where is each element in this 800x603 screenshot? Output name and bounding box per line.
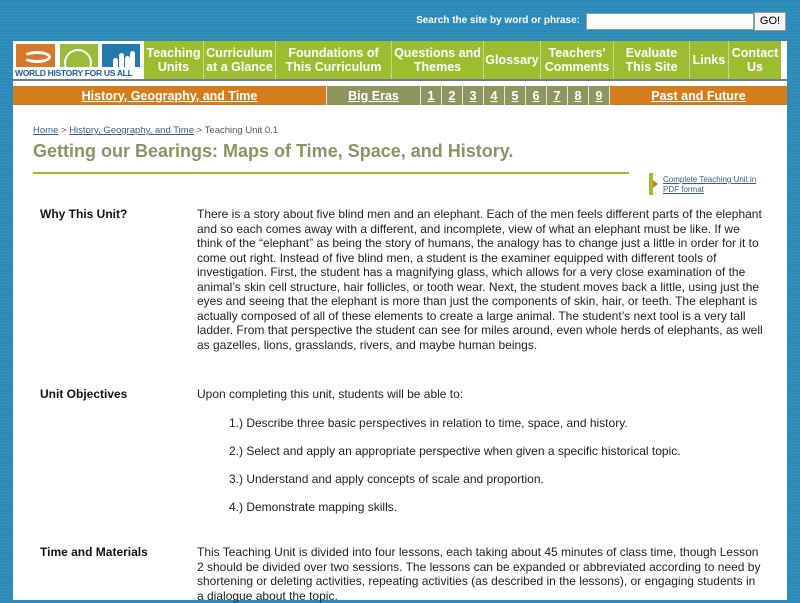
site-logo[interactable]	[13, 41, 144, 79]
logo-text: WORLD HISTORY FOR US ALL	[15, 68, 133, 78]
nav-foundations[interactable]: Foundations of This Curriculum	[276, 41, 392, 79]
breadcrumb-current: Teaching Unit 0.1	[204, 125, 279, 136]
breadcrumb-section[interactable]: History, Geography, and Time	[69, 125, 194, 136]
pdf-download-link[interactable]: Complete Teaching Unit in PDF format	[663, 175, 757, 194]
era-big-eras[interactable]: Big Eras	[327, 86, 421, 105]
era-4[interactable]: 4	[484, 86, 505, 105]
nav-glossary[interactable]: Glossary	[484, 41, 541, 79]
era-history-geography-time[interactable]: History, Geography, and Time	[13, 86, 327, 105]
page-container	[13, 41, 787, 603]
era-1[interactable]: 1	[421, 86, 442, 105]
unit-objectives-intro: Upon completing this unit, students will be able to:	[197, 387, 464, 401]
time-materials-text: This Teaching Unit is divided into four lessons, each taking about 45 minutes of class time, though Lesson 2 should be divided over two sessions. The lessons can be expanded or abbreviated according to need by shortening or deleting activities, repeating activities (as described in the lessons), or engaging students in a dialogue about the topic.	[197, 545, 761, 603]
era-3[interactable]: 3	[463, 86, 484, 105]
nav-contact-us[interactable]: Contact Us	[729, 41, 781, 79]
breadcrumb-home[interactable]: Home	[33, 125, 59, 136]
nav-evaluate-site[interactable]: Evaluate This Site	[614, 41, 690, 79]
search-label: Search the site by word or phrase:	[416, 15, 580, 26]
era-5[interactable]: 5	[505, 86, 526, 105]
people-icon	[113, 50, 135, 67]
main-nav	[13, 41, 787, 81]
arrow-right-icon	[653, 180, 658, 188]
nav-curriculum-at-a-glance[interactable]: Curriculum at a Glance	[204, 41, 276, 79]
pdf-download	[649, 173, 789, 195]
era-2[interactable]: 2	[442, 86, 463, 105]
title-divider	[33, 172, 629, 174]
top-search-bar	[0, 0, 800, 40]
why-this-unit-label: Why This Unit?	[40, 207, 128, 221]
breadcrumb-separator: >	[60, 125, 67, 136]
nav-teachers-comments[interactable]: Teachers' Comments	[541, 41, 614, 79]
era-nav	[13, 86, 787, 105]
logo-orange-tile	[16, 44, 55, 67]
era-6[interactable]: 6	[526, 86, 547, 105]
era-7[interactable]: 7	[547, 86, 568, 105]
nav-teaching-units[interactable]: Teaching Units	[144, 41, 204, 79]
era-9[interactable]: 9	[589, 86, 610, 105]
breadcrumb-separator: >	[196, 125, 203, 136]
objective-item: 1.) Describe three basic perspectives in relation to time, space, and history.	[229, 416, 628, 430]
objective-item: 2.) Select and apply an appropriate perspective when given a specific historical topic.	[229, 444, 681, 458]
time-materials-label: Time and Materials	[40, 545, 148, 559]
era-8[interactable]: 8	[568, 86, 589, 105]
objective-item: 3.) Understand and apply concepts of scale and proportion.	[229, 472, 544, 486]
go-button[interactable]: GO!	[754, 12, 786, 31]
swirl-icon	[23, 51, 51, 63]
breadcrumb	[33, 125, 278, 136]
page-title: Getting our Bearings: Maps of Time, Space, and History.	[33, 141, 514, 161]
nav-links[interactable]: Links	[690, 41, 729, 79]
why-this-unit-text: There is a story about five blind men and an elephant. Each of the men feels different parts of the elephant and so each comes away with a different, and incomplete, view of what an elephant must be like. If we think of the “elephant” as being the story of humans, the analogy has to change just a little in order for it to come out right. Instead of five blind men, a student is the examiner equipped with different tools of investigation. First, the student has a magnifying glass, which allows for a very close examination of the animal’s skin cell structure, hair follicles, or tooth wear. Next, the student moves back a little, using just the eyes and seeing that the elephant is more than just the components of skin, hair, or teeth. The elephant is actually composed of all of these elements to create a large animal. The student’s next tool is a very tall ladder. From that perspective the student can see for miles around, even whole herds of elephants, as well as gazelles, lions, grasslands, rivers, and maybe human beings.	[197, 207, 763, 352]
unit-objectives-label: Unit Objectives	[40, 387, 128, 401]
era-past-and-future[interactable]: Past and Future	[610, 86, 787, 105]
search-input[interactable]	[586, 13, 754, 30]
objective-item: 4.) Demonstrate mapping skills.	[229, 500, 398, 514]
nav-questions-themes[interactable]: Questions and Themes	[392, 41, 484, 79]
